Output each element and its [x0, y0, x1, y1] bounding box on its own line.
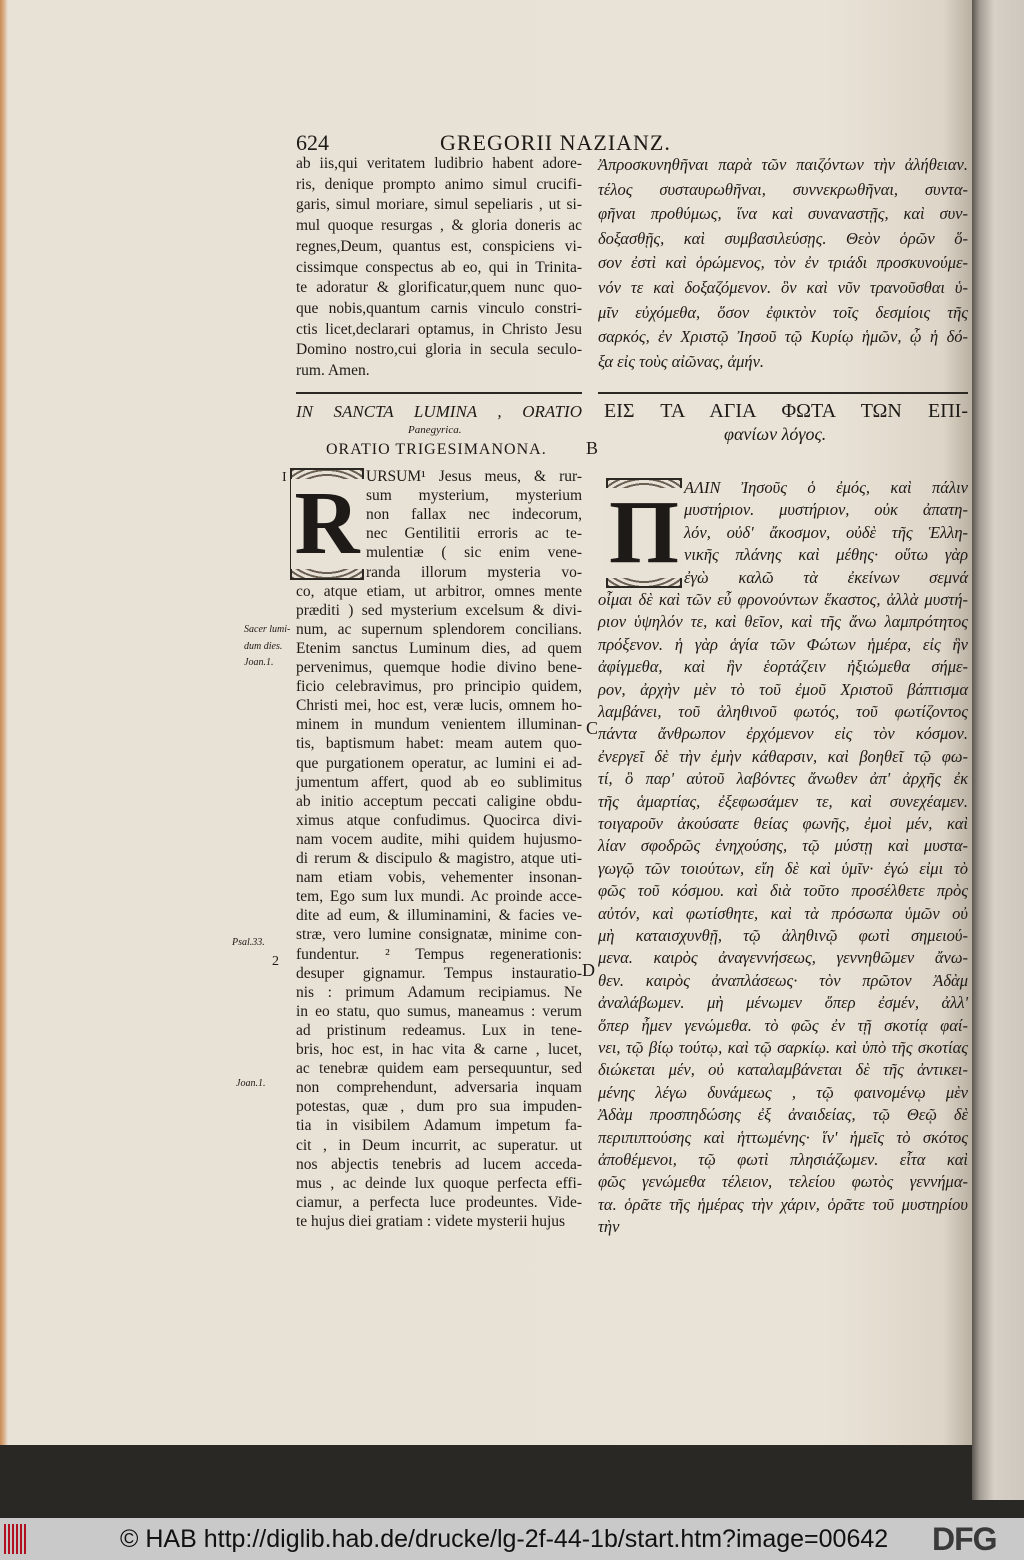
- greek-body-line: μυστήριον. μυστήριον, οὐκ ἀπατη-: [684, 500, 968, 520]
- greek-body-line: ἀναλάβωμεν. μὴ μένωμεν ὅπερ ἐσμέν, ἀλλ': [598, 993, 968, 1013]
- latin-body-line: jumentum affert, quod ab eo sublimitus: [296, 773, 582, 791]
- latin-body-line: nam vocem audite, mihi quidem hujusmo-: [296, 830, 582, 848]
- latin-body-line: desuper gignamur. Tempus instauratio-: [296, 964, 582, 982]
- top-latin-line: ris, denique prompto animo simul crucifi-: [296, 175, 582, 193]
- latin-body-line: num, ac supernum splendorem concilians.: [296, 620, 582, 638]
- latin-body-line: dite ad eum, & illuminamini, & facies ve-: [296, 907, 582, 925]
- latin-body-line: te hujus diei gratiam : videte mysterii hujus: [296, 1212, 566, 1230]
- greek-body-line: τί, ὃ παρ' αὐτοῦ λαβόντες ἄνωθεν ἀπ' ἀρχῆς ἐκ: [598, 769, 968, 789]
- greek-body-line: ὅπερ ἦμεν γενώμεθα. τὸ φῶς ἐν τῇ σκοτίᾳ φαί-: [598, 1015, 968, 1035]
- latin-body-line: di rerum & discipulo & magistro, atque uti-: [296, 850, 582, 867]
- latin-body-line: que purgationem operatur, ac lumini ei ad-: [296, 754, 582, 772]
- latin-body-line: tia in visibilem Adamum impetum fa-: [296, 1117, 582, 1135]
- latin-body-line: cit , in Deum incurrit, ac superatur. ut: [296, 1136, 582, 1154]
- top-latin-line: que nobis,quantum carnis vinculo constri-: [296, 299, 582, 317]
- top-greek-line: σον ἐστὶ καὶ ὁρώμενος, τὸν ἐν τριάδι προσκυνούμε-: [598, 253, 968, 273]
- divider-rule: [296, 392, 582, 394]
- latin-body-line: Christi mei, hoc est, veræ lucis, omnem ho-: [296, 697, 582, 715]
- top-greek-line: ξα εἰς τοὺς αἰῶνας, ἀμήν.: [598, 351, 765, 371]
- latin-title: IN SANCTA LUMINA , ORATIO: [296, 402, 582, 421]
- top-latin-line: ab iis,qui veritatem ludibrio habent adore-: [296, 155, 582, 172]
- greek-body-line: νει, τῷ βίῳ τούτῳ, καὶ τῷ σαρκίῳ. καὶ ὑπὸ τῆς σκοτίας: [598, 1038, 968, 1057]
- latin-body-line: minem in mundum venientem illuminan-: [296, 716, 582, 734]
- greek-body-line: τὴν: [598, 1217, 620, 1237]
- greek-body-line: οἶμαι δὲ καὶ τῶν εὖ φρονούντων ἕκαστος, ἀλλὰ μυστή-: [598, 590, 968, 609]
- top-greek-line: νόν τε καὶ δοξαζόμενον. ὃν καὶ νῦν τρανοῦσθαι ὑ-: [598, 278, 968, 297]
- latin-body-line: ciamur, a perfecta luce prodeuntes. Vide-: [296, 1193, 582, 1211]
- greek-body-line: γωγῷ τῶν τοιούτων, εἴη δὲ καὶ ὑμῖν· ἐγώ εἰμι τὸ: [598, 858, 968, 878]
- divider-rule: [598, 392, 968, 394]
- greek-body-line: ἐνεργεῖ δὲ τὴν ἐμὴν κάθαρσιν, καὶ βοηθεῖ τῷ φω-: [598, 746, 968, 766]
- latin-body-line: non fallax nec indecorum,: [366, 506, 582, 524]
- greek-body-line: περιπιπτούσης καὶ ἡττωμένης· ἵν' ἡμεῖς τὸ σκότος: [598, 1127, 968, 1147]
- latin-subtitle: Panegyrica.: [408, 424, 462, 436]
- latin-body-line: ab initio acceptum peccati caligine obdu-: [296, 792, 582, 810]
- greek-title: ΕΙΣ ΤΑ ΑΓΙΑ ΦΩΤΑ ΤΩΝ ΕΠΙ-: [604, 400, 968, 422]
- latin-body-line: pervenimus, quemque hodie divino bene-: [296, 659, 582, 676]
- margin-note: Joan.1.: [236, 1078, 266, 1089]
- latin-body-line: potestas, quæ , dum pro sua impuden-: [296, 1098, 582, 1116]
- latin-body-line: URSUM¹ Jesus meus, & rur-: [366, 468, 582, 485]
- top-greek-line: φῆναι προθύμως, ἵνα καὶ συναναστῇς, καὶ συν-: [598, 204, 968, 224]
- latin-body-line: randa illorum mysteria vo-: [366, 563, 582, 581]
- latin-body-line: præditi ) sed mysterium excelsum & divi-: [296, 601, 582, 619]
- greek-body-line: διώκεται μέν, οὐ καταλαμβάνεται δὲ τῆς ἀντικει-: [598, 1060, 968, 1080]
- latin-drop-cap: R: [290, 468, 364, 580]
- latin-body-line: ximus atque confudimus. Quocirca divi-: [296, 811, 582, 829]
- latin-body-line: nec Gentilitii erroris ac te-: [366, 525, 582, 543]
- greek-body-line: ρον, ἀρχὴν μὲν τὸ τοῦ ἐμοῦ Χριστοῦ βάπτισμα: [598, 679, 968, 699]
- section-letter-b: B: [586, 438, 599, 458]
- latin-body-line: nam etiam vobis, vehementer insonan-: [296, 869, 582, 887]
- top-greek-line: Ἀπροσκυνηθῆναι παρὰ τῶν παιζόντων τὴν ἀλήθειαν.: [598, 155, 968, 174]
- greek-body-line: ἀφίγμεθα, καὶ ἣν ἑορτάζειν ἠξιώμεθα σήμε-: [598, 657, 968, 677]
- latin-body-line: nos abjectis tenebris ad lucem acceda-: [296, 1155, 582, 1173]
- top-latin-line: regnes,Deum, quantus est, conspiciens vi-: [296, 237, 582, 255]
- greek-body-line: Ἀδὰμ προσπηδώσης ἐξ ἀναιδείας, τῷ Θεῷ δὲ: [598, 1105, 968, 1125]
- greek-body-line: ἐγὼ καλῶ τὰ ἐκείνων σεμνά: [684, 567, 968, 587]
- dfg-logo: DFG: [932, 1521, 997, 1557]
- next-page-edge: [972, 0, 1024, 1500]
- greek-body-line: φῶς γενώμεθα τέλειον, τελείου φωτὸς γεννήμα-: [598, 1172, 968, 1192]
- greek-body-line: πρόξενον. ἡ γὰρ ἁγία τῶν Φώτων ἡμέρα, εἰς ἣν: [598, 634, 968, 654]
- greek-body-line: τοιγαροῦν ἀκούσατε θείας φωνῆς, ἐμοὶ μέν, καὶ: [598, 814, 968, 833]
- latin-body-line: ad pristinum redeamus. Lux in tene-: [296, 1021, 582, 1039]
- latin-body-line: tem, Ego sum lux mundi. Ac proinde acce-: [296, 888, 582, 906]
- margin-note: Sacer lumi-: [244, 624, 291, 635]
- latin-body-line: non comprehendunt, adversaria inquam: [296, 1079, 582, 1097]
- greek-body-line: ριον ὑψηλόν τε, καὶ θεῖον, καὶ τῆς ἄνω λαμπρότητος: [598, 612, 968, 632]
- top-latin-line: Domino nostro,cui gloria in secula seculo-: [296, 341, 582, 359]
- latin-oration-number: ORATIO TRIGESIMANONA.: [326, 441, 547, 458]
- greek-body-line: ΑΛΙΝ Ἰησοῦς ὁ ἐμός, καὶ πάλιν: [684, 478, 968, 497]
- greek-body-line: αὐτόν, καὶ φωτίσθητε, καὶ τὰ πρόσωπα ὑμῶν οὐ: [598, 903, 968, 923]
- greek-subtitle: φανίων λόγος.: [724, 424, 827, 444]
- greek-body-line: μὴ καταισχυνθῇ, τῷ ἀληθινῷ φωτὶ σημειού-: [598, 926, 968, 945]
- latin-body-line: sum mysterium, mysterium: [366, 487, 582, 505]
- margin-section-number: 2: [272, 954, 279, 969]
- top-greek-line: μῖν εὐχόμεθα, ὅσον ἐφικτὸν τοῖς δεσμίοις τῆς: [598, 302, 968, 322]
- latin-body-line: mus , ac deinde lux quoque perfecta effi-: [296, 1174, 582, 1192]
- latin-body-line: ficio celebravimus, pro principio quidem,: [296, 678, 582, 696]
- latin-body-line: ac tenebræ quidem eam persequuntur, sed: [296, 1060, 582, 1078]
- greek-body-line: τα. ὁρᾶτε τῆς ἡμέρας τὴν χάριν, ὁρᾶτε τοῦ μυστηρίου: [598, 1194, 968, 1214]
- top-greek-line: σαρκός, ἐν Χριστῷ Ἰησοῦ τῷ Κυρίῳ ἡμῶν, ᾧ ἡ δό-: [598, 327, 968, 347]
- top-latin-line: ctis licet,declarari optamus, in Christo Jesu: [296, 320, 582, 338]
- margin-note: Psal.33.: [232, 937, 265, 948]
- margin-section-number: I: [282, 470, 287, 485]
- top-latin-line: mul quoque resurgas , & gloria doneris ac: [296, 217, 582, 235]
- greek-body-line: φῶς τοῦ κόσμου. καὶ διὰ τοῦτο προσέλθετε πρὸς: [598, 881, 968, 901]
- margin-note: Joan.1.: [244, 657, 274, 668]
- section-letter-d: D: [582, 960, 595, 980]
- latin-body-line: stræ, vero lumine consignatæ, minime con-: [296, 926, 582, 944]
- greek-body-line: λίαν σφοδρῶς ἐνηχούσης, τῷ μύστῃ καὶ μυστα-: [598, 836, 968, 856]
- greek-body-line: μένης λέγω δυνάμεως , τῷ φαινομένῳ μὲν: [598, 1082, 968, 1102]
- top-latin-line: te adoratur & glorificatur,quem nunc quo-: [296, 279, 582, 297]
- greek-body-line: λόν, οὐδ' ἄκοσμον, οὐδὲ τῆς Ἑλλη-: [684, 522, 968, 542]
- latin-body-line: in eo statu, quo sumus, maneamus : verum: [296, 1002, 582, 1020]
- latin-body-line: fundentur. ² Tempus regenerationis:: [296, 945, 582, 963]
- latin-body-line: mulentiæ ( sic enim vene-: [366, 544, 582, 562]
- greek-body-line: τῆς ἁμαρτίας, ἐξεφωσάμεν τε, καὶ συνεχέαμεν.: [598, 791, 968, 811]
- top-greek-line: δοξασθῇς, καὶ συμβασιλεύσῃς. Θεὸν ὁρῶν ὅ-: [598, 228, 968, 248]
- top-latin-line: garis, simul moriare, simul sepeliaris , ut si-: [296, 196, 582, 214]
- page-number: 624: [296, 130, 329, 155]
- latin-body-line: co, atque etiam, ut arbitror, omnes mente: [296, 582, 582, 600]
- latin-body-line: tis, baptismum habet: meam autem quo-: [296, 735, 582, 753]
- hab-logo-icon: [4, 1524, 26, 1554]
- greek-body-line: λαμβάνει, τοῦ ἀληθινοῦ φωτός, τοῦ φωτίζοντος: [598, 702, 968, 721]
- greek-drop-cap: Π: [606, 478, 682, 588]
- latin-body-line: bris, hoc est, in hac vita & carne , lucet,: [296, 1041, 582, 1058]
- greek-body-line: μενα. καιρὸς ἀναγεννήσεως, γεννηθῶμεν ἄνω-: [598, 948, 968, 968]
- greek-body-line: ἀποθέμενοι, τῷ φωτὶ πλησιάζωμεν. εἶτα καὶ: [598, 1150, 968, 1169]
- footer-bar: [0, 1518, 1024, 1560]
- running-title: GREGORII NAZIANZ.: [440, 130, 671, 155]
- section-letter-c: C: [586, 718, 599, 738]
- top-latin-line: cissimque conspectus ab eo, qui in Trinita-: [296, 258, 582, 276]
- copyright-url: © HAB http://diglib.hab.de/drucke/lg-2f-44-1b/start.htm?image=00642: [120, 1525, 889, 1553]
- greek-body-line: νικῆς πλάνης καὶ μέθης· οὕτω γὰρ: [684, 545, 968, 565]
- greek-body-line: πάντα ἄνθρωπον ἐρχόμενον εἰς τὸν κόσμον.: [598, 724, 968, 744]
- margin-note: dum dies.: [244, 641, 283, 652]
- greek-body-line: θεν. καιρὸς ἀναπλάσεως· τὸν πρῶτον Ἀδὰμ: [598, 970, 968, 990]
- top-greek-line: τέλος συσταυρωθῆναι, συννεκρωθῆναι, συντα-: [598, 179, 968, 199]
- top-latin-line: rum. Amen.: [296, 362, 370, 379]
- latin-body-line: Etenim sanctus Luminum dies, ad quem: [296, 639, 582, 657]
- latin-body-line: nis : primum Adamum recipiamus. Ne: [296, 983, 582, 1001]
